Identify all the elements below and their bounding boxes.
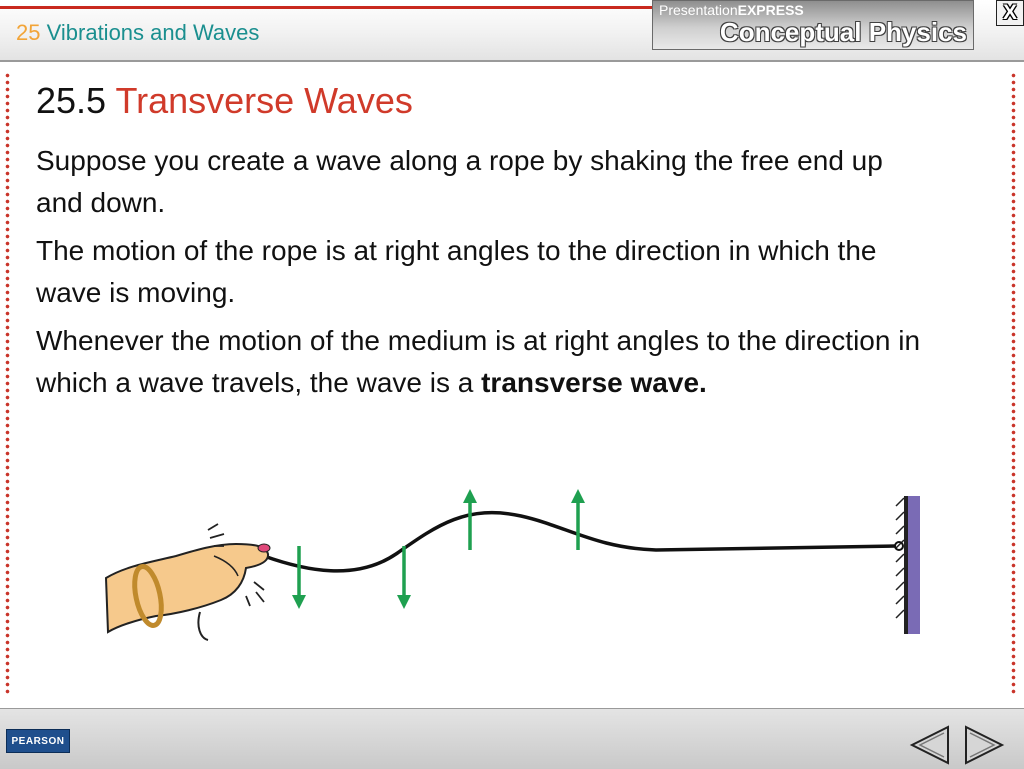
close-button[interactable]: X: [996, 0, 1024, 26]
arrow-left-icon[interactable]: [908, 723, 952, 767]
wall: [896, 496, 920, 634]
header-accent-line: [0, 6, 652, 9]
section-title: Transverse Waves: [115, 80, 413, 121]
footer-bar: [0, 708, 1024, 769]
arrow-right-icon[interactable]: [962, 723, 1006, 767]
paragraph-1: Suppose you create a wave along a rope by shaking the free end up and down.: [36, 145, 883, 218]
hand: [106, 524, 270, 640]
header-bar: [0, 0, 1024, 62]
section-number: 25.5: [36, 80, 107, 121]
paragraph-3: [36, 320, 936, 404]
paragraph-2: The motion of the rope is at right angles to the direction in which the wave is moving.: [36, 235, 877, 308]
product-name-top: PresentationEXPRESS: [659, 2, 804, 18]
rope: [264, 513, 896, 571]
paragraph-3-text: Whenever the motion of the medium is at right angles to the direction in which a wave travels, the wave is a: [36, 325, 921, 398]
chapter-title: Vibrations and Waves: [46, 20, 260, 45]
dotted-border-right: [1011, 72, 1016, 696]
dotted-border-left: [5, 72, 10, 696]
transverse-wave-term: transverse wave.: [481, 367, 707, 398]
pearson-logo: PEARSON: [6, 729, 70, 753]
header-divider: [0, 60, 1024, 62]
chapter-heading: [16, 20, 259, 46]
product-logo: [652, 0, 974, 50]
transverse-wave-illustration: [96, 486, 926, 646]
slide-title: [36, 80, 413, 122]
product-name: Conceptual Physics: [719, 17, 967, 47]
chapter-number: 25: [16, 20, 41, 45]
